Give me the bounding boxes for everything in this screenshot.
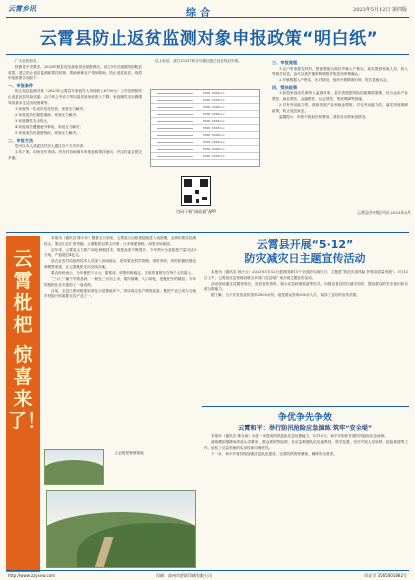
footer-printer: 印刷：漳州市侨联印刷有限公司 — [156, 572, 212, 578]
paragraph: 本报讯（通讯员 陈小东）随着五月到来，云霄县万亩枇杷陆续进入成熟期，金黄的果实挂满枝头，果农们正忙着采摘。云霄枇杷以果大肉厚、汁多味甜著称，深受市场欢迎。 — [44, 236, 196, 246]
paragraph: 下一步，和平乡将持续加强应急队伍建设，完善防汛物资储备，确保安全度汛。 — [211, 451, 337, 456]
form-row: 0596-6568xxx — [151, 139, 259, 146]
main-headline: 云霄县防止返贫监测对象申报政策“明白纸” — [39, 29, 379, 49]
paragraph: 按照党中央要求，2020年脱贫攻坚战取得全面胜利后，设立5年过渡期巩固脱贫成果，建立防止返贫监测和帮扶机制，帮助困难农户得到救助，防止返贫致贫。现将申报政策告知如下： — [8, 65, 142, 81]
section-divider — [202, 406, 409, 407]
loquat-article — [44, 236, 196, 446]
paragraph: 2.乡镇根据入户核实、比对情况，组织开展精准识别，报告县级认定。 — [279, 78, 391, 83]
paragraph: 4.家庭成员遭遇意外事故，家庭无力解决； — [15, 125, 84, 130]
form-row: 0596-6568xxx — [151, 104, 259, 111]
form-row: 0596-6568xxx — [151, 111, 259, 118]
form-row: 0596-6568xxx — [151, 132, 259, 139]
footer-license: 印证学 3565001882号 — [364, 572, 407, 578]
mountain-orchard-photo — [46, 490, 196, 568]
section-subheading: 二、申报方法 — [8, 137, 34, 143]
section-subheading: 一、申报条件 — [8, 82, 34, 88]
qr-code-icon[interactable] — [181, 176, 211, 206]
form-row: 0596-6568xxx — [151, 146, 259, 153]
headline-line: 防灾减灾日主题宣传活动 — [244, 252, 366, 265]
paragraph: 1.线下第。向所在村申请。所在村协助填写申报表和帮扶意向，并由村委会提交乡镇。 — [8, 150, 142, 160]
paragraph: 5.家庭成员有重度残疾，家庭无力解决； — [15, 131, 80, 136]
paragraph: 目前，全县已建成枇杷标准化示范基地多个，带动周边农户增收致富，枇杷产业已成为当地乡村振兴的重要支柱产业之一。 — [44, 288, 196, 299]
newspaper-page — [6, 4, 409, 576]
application-form-table — [150, 89, 260, 167]
paragraph: 县农业农村局组织技术人员深入田间地头，指导果农科学管理、适时采收，同时积极拓展电商销售渠道，让云霄枇杷走向全国各地。 — [44, 259, 196, 269]
paragraph: “三月三”属于早熟品种，一般在三月初上市，果肉细嫩，入口即化，是枇杷中的精品。今年的枇杷比往年提前了一周成熟。 — [44, 277, 196, 287]
article-byline: 云霄县乡村振兴局 2023年5月 — [357, 210, 411, 215]
article-left-column — [8, 59, 142, 229]
headline-rule — [6, 54, 409, 55]
paragraph: 据了解，当天共发放宣传资料2000余份，接受群众咨询300余人次，取得了良好的宣传效果。 — [211, 293, 360, 298]
form-row: 0596-6568xxx — [151, 118, 259, 125]
form-row: 0596-6568xxx — [151, 153, 259, 160]
headline-line: 云霄县开展“5·12” — [256, 238, 354, 251]
paragraph: 活动现场通过设置咨询台、发放宣传资料、展示应急救援装备等形式，向群众普及防灾减灾知识，提高群众的安全意识和自救互救能力。 — [204, 281, 408, 292]
flood-article — [204, 434, 408, 568]
disaster-headline — [202, 238, 408, 266]
photo-caption-text — [108, 451, 196, 487]
flood-kicker: 争优争先争效 — [277, 413, 332, 423]
photo-caption: 山区枇杷种植基地 — [115, 451, 144, 455]
paragraph: 温馨提示：申报不收取任何费用，请如实反映家庭情况。 — [279, 114, 369, 119]
banner-line: 枇杷 — [13, 292, 33, 336]
loquat-fruit-photo — [44, 449, 104, 485]
article-right-column — [272, 59, 408, 209]
paragraph: 您可以本人或委托村民人通过以下方式申请： — [15, 144, 87, 149]
masthead-section: 综合 — [186, 8, 214, 19]
masthead — [6, 4, 409, 18]
section-subheading: 三、申报流程 — [272, 60, 298, 65]
banner-line: 云霄 — [13, 248, 33, 292]
paragraph: 1.如您家庭成员被纳入监测对象，县乡将根据风险因素精准施策，综合运用产业帮扶、就业帮扶、金融帮扶、社会帮扶、兜底保障等措施。 — [272, 91, 408, 102]
paragraph: 近年来，云霄县大力推广绿色种植技术，枇杷品质不断提升。今年预计全县枇杷产量可达3万吨，产值超过4亿元。 — [44, 247, 196, 258]
disaster-article — [204, 270, 408, 402]
form-row: 0596-6568xxx — [151, 97, 259, 104]
paragraph: 以上电话，请打12317转分号施以您已经在线后申报。 — [155, 59, 242, 63]
paragraph: 3.家庭刚性支出较大， — [15, 118, 51, 123]
banner-line: 来了！ — [8, 388, 47, 432]
form-row: 0596-6568xxx — [151, 125, 259, 132]
qr-caption: 扫码下载“闽政通”APP — [176, 209, 216, 214]
paragraph: 防止返贫监测对象（2023年云霄县年家庭年人均纯收入6700元）工作范围和防止返贫致贫风险因素：由于缺乏劳动力等因素导致家庭收入下降，家庭刚性支出骤增导致基本生活出现困难等。 — [8, 89, 142, 105]
loquat-banner — [6, 236, 47, 572]
banner-title — [8, 248, 47, 432]
section-divider — [6, 232, 409, 233]
paragraph: 果农纷纷表示，今年枇杷个头大、甜度高，收购价格稳定，丰收的喜悦写在每个人的脸上。 — [51, 271, 195, 276]
paragraph: 1.农户申请提交材料，您需要配合做好乡镇人户核实，如实提供家庭人员、收入等相关信息，也可以到乡镇审核填报并报县里审核确认。 — [272, 66, 408, 77]
paragraph: 本报讯（通讯员 林为南）为进一步提高防汛抢险应急处置能力，5月10日，和平乡组织开展防汛抢险应急演练。 — [211, 434, 388, 438]
section-subheading: 四、帮扶政策 — [272, 84, 298, 90]
paragraph: 2.对有劳动能力的，鼓励发展产业和就业增收；对无劳动能力的，落实兜底保障政策，防止返贫致贫。 — [272, 103, 408, 113]
paragraph: 本报讯（通讯员 林小云）2023年5月12日是我国第15个全国防灾减灾日，主题是“防范灾害风险 护航高质量发展”。5月12日上午，云霄县应急管理局联合多部门在县城广场开展主题宣传活动。 — [204, 270, 408, 280]
masthead-paper-name: 云霄乡讯 — [8, 4, 36, 13]
banner-line: 惊喜 — [13, 344, 33, 388]
paragraph: 演练模拟强降雨导致山洪暴发、群众被困等险情，各应急救援队伍迅速集结、科学处置，有序开展人员转移、抢险救援等工作，检验了应急预案的实用性和可操作性。 — [204, 440, 408, 450]
masthead-date: 2023年5月12日 第四版 — [353, 7, 407, 13]
form-row: 0596-6568xxx — [151, 90, 259, 97]
article-middle-column — [148, 59, 264, 87]
flood-headline: 云霄和平：举行防汛抢险应急演练 筑牢“安全堤” — [237, 425, 373, 432]
paragraph: 广大农民朋友： — [15, 59, 41, 63]
page-footer — [6, 570, 409, 578]
paragraph: 2.家庭成员长期患重病，家庭无力解决； — [15, 112, 80, 117]
paragraph: 1.家庭每一位成员均在经营，家庭无力解决； — [15, 106, 87, 111]
footer-website[interactable]: http://www.zzyxxw.com — [8, 572, 55, 578]
